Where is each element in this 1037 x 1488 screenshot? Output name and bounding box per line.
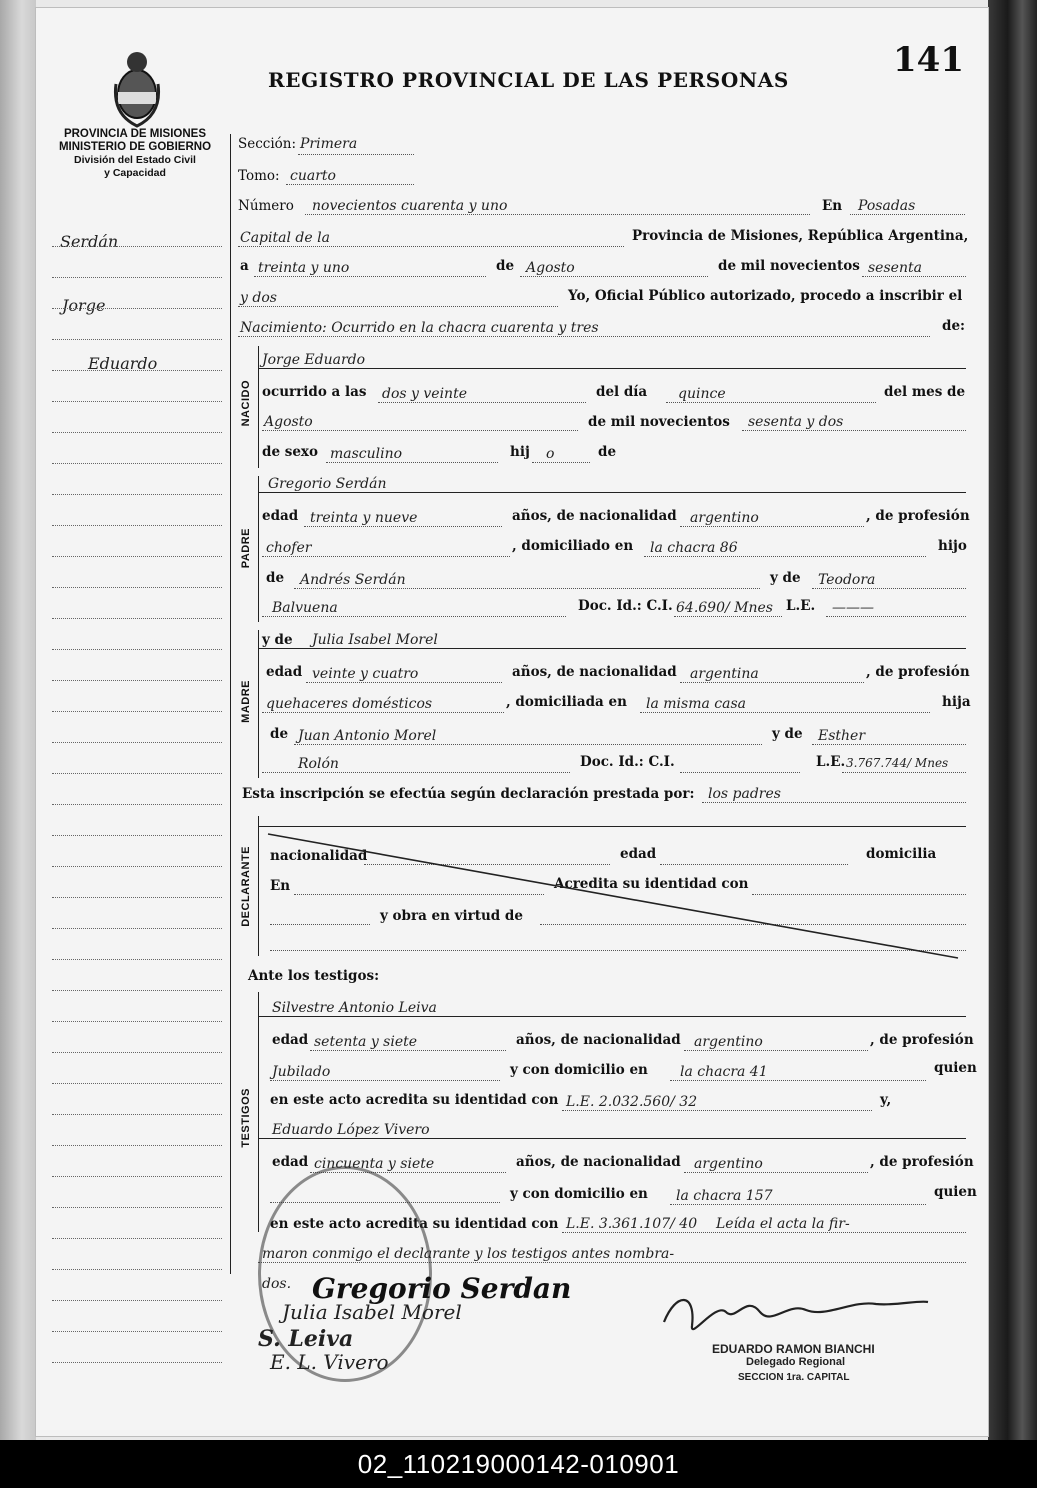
image-code-footer: 02_110219000142-010901: [0, 1440, 1037, 1488]
fill-line: [670, 1080, 926, 1081]
value-anio-nac: sesenta y dos: [748, 414, 844, 430]
value-testigo1-nac: argentino: [694, 1034, 763, 1050]
section-divider: [258, 476, 259, 622]
value-anio-2: y dos: [240, 290, 277, 306]
label-sexo: de sexo: [262, 444, 318, 460]
value-padre-nombre: Gregorio Serdán: [268, 476, 387, 492]
label-obra: y obra en virtud de: [380, 908, 523, 924]
value-madre-edad: veinte y cuatro: [312, 666, 419, 682]
label-anos-t1: años, de nacionalidad: [516, 1032, 681, 1048]
label-del-dia: del día: [596, 384, 648, 400]
fill-line: [562, 1232, 966, 1233]
value-madre-le: 3.767.744/ Mnes: [846, 756, 949, 770]
value-padre-prof: chofer: [266, 540, 312, 556]
fill-line: [326, 462, 498, 463]
value-cierre-2: maron conmigo el declarante y los testigos antes nombra-: [262, 1246, 675, 1262]
label-en-declarante: En: [270, 878, 291, 894]
margin-rule: [52, 370, 222, 371]
label-mil-novecientos: de mil novecientos: [718, 258, 860, 274]
margin-rule: [52, 1269, 222, 1270]
value-testigo1-dom: la chacra 41: [680, 1064, 768, 1080]
rule: [258, 368, 966, 369]
stamp-official-role: Delegado Regional: [746, 1356, 846, 1368]
value-padre-hijo-de: Andrés Serdán: [300, 572, 406, 588]
value-testigo2-dom: la chacra 157: [676, 1188, 773, 1204]
label-prof-t1: , de profesión: [870, 1032, 974, 1048]
margin-rule: [52, 556, 222, 557]
label-y-de: y de: [770, 570, 801, 586]
fill-line: [674, 616, 782, 617]
value-testigo2-nombre: Eduardo López Vivero: [272, 1122, 430, 1138]
label-oficial: Yo, Oficial Público autorizado, procedo a inscribir el: [568, 288, 963, 304]
label-domicilia: domicilia: [866, 846, 937, 862]
fill-line: [742, 430, 966, 431]
fill-line: [684, 1172, 868, 1173]
fill-line: [812, 588, 966, 589]
value-cierre-3: dos.: [262, 1276, 292, 1292]
value-acto: Nacimiento: Ocurrido en la chacra cuarenta y tres: [240, 320, 599, 336]
value-testigo2-doc: L.E. 3.361.107/ 40: [566, 1216, 698, 1232]
margin-rule: [52, 339, 222, 340]
folio-number: 141: [893, 40, 964, 80]
label-le-madre: L.E.: [816, 754, 846, 770]
label-hijo: hijo: [938, 538, 967, 554]
institution-block: [50, 128, 220, 180]
label-quien-t1: quien: [934, 1060, 977, 1076]
label-y-de-2: y de: [772, 726, 803, 742]
page-edge-shadow: [988, 0, 1037, 1440]
label-ante-testigos: Ante los testigos:: [248, 968, 380, 984]
margin-rule: [52, 432, 222, 433]
label-y-de-madre: y de: [262, 632, 293, 648]
section-label-nacido: NACIDO: [240, 380, 252, 427]
fill-line: [666, 402, 876, 403]
fill-line: [680, 772, 800, 773]
section-label-declarante: DECLARANTE: [240, 846, 252, 927]
label-acredita: Acredita su identidad con: [554, 876, 749, 892]
fill-line: [826, 616, 966, 617]
rule: [258, 1016, 966, 1017]
label-dom-t2: y con domicilio en: [510, 1186, 648, 1202]
frame-left-line: [230, 134, 231, 1274]
label-a: a: [240, 258, 249, 274]
margin-rule: [52, 866, 222, 867]
label-anos-t2: años, de nacionalidad: [516, 1154, 681, 1170]
fill-line: [262, 772, 570, 773]
margin-rule: [52, 1021, 222, 1022]
label-del-mes: del mes de: [884, 384, 966, 400]
label-ocurrido: ocurrido a las: [262, 384, 367, 400]
value-tomo: cuarto: [290, 168, 336, 184]
label-mil-novecientos-2: de mil novecientos: [588, 414, 730, 430]
fill-line: [680, 682, 864, 683]
fill-line: [304, 526, 502, 527]
label-edad-declarante: edad: [620, 846, 657, 862]
fill-line: [812, 744, 966, 745]
value-padre-madre-apellido: Balvuena: [272, 600, 338, 616]
margin-rule: [52, 1176, 222, 1177]
value-hij-suffix: o: [546, 446, 555, 462]
value-padre-le: ———: [832, 600, 874, 616]
fill-line: [862, 276, 966, 277]
section-label-padre: PADRE: [240, 528, 252, 569]
fill-line: [532, 462, 590, 463]
margin-rule: [52, 277, 222, 278]
fill-line: [640, 712, 930, 713]
value-testigo1-edad: setenta y siete: [314, 1034, 418, 1050]
margin-rule: [52, 1207, 222, 1208]
margin-rule: [52, 773, 222, 774]
value-anio-1: sesenta: [868, 260, 922, 276]
value-sexo: masculino: [330, 446, 403, 462]
value-padre-edad: treinta y nueve: [310, 510, 418, 526]
value-numero: novecientos cuarenta y uno: [312, 198, 508, 214]
fill-line: [294, 744, 762, 745]
margin-rule: [52, 804, 222, 805]
label-quien-t2: quien: [934, 1184, 977, 1200]
margin-surname: Serdán: [60, 232, 119, 251]
label-provincia: Provincia de Misiones, República Argentina,: [632, 228, 969, 244]
fill-line: [270, 1080, 500, 1081]
value-localidad: Capital de la: [240, 230, 330, 246]
value-madre-nac: argentina: [690, 666, 759, 682]
margin-rule: [52, 1114, 222, 1115]
margin-rule: [52, 1145, 222, 1146]
label-edad: edad: [262, 508, 299, 524]
rule: [258, 492, 966, 493]
value-madre-nombre: Julia Isabel Morel: [312, 632, 438, 648]
fill-line: [286, 184, 414, 185]
label-anos-nacionalidad-madre: años, de nacionalidad: [512, 664, 677, 680]
section-divider: [258, 346, 259, 468]
fill-line: [850, 214, 965, 215]
fill-line: [310, 1050, 506, 1051]
label-numero: Número: [238, 198, 294, 214]
value-padre-y-de: Teodora: [818, 572, 876, 588]
label-de-colon: de:: [942, 318, 966, 334]
value-padre-ci: 64.690/ Mnes: [676, 600, 773, 616]
margin-rule: [52, 990, 222, 991]
value-dia-nac: quince: [678, 386, 726, 402]
label-domiciliada: , domiciliada en: [506, 694, 627, 710]
label-seccion: Sección:: [238, 136, 297, 152]
margin-rule: [52, 928, 222, 929]
institution-line: PROVINCIA DE MISIONES: [63, 128, 207, 140]
margin-rule: [52, 246, 222, 247]
value-dia: treinta y uno: [258, 260, 350, 276]
label-edad-t1: edad: [272, 1032, 309, 1048]
value-mes: Agosto: [526, 260, 575, 276]
label-tomo: Tomo:: [238, 168, 280, 184]
value-madre-madre-apellido: Rolón: [298, 756, 339, 772]
fill-line: [238, 246, 624, 247]
fill-line: [294, 588, 760, 589]
label-hij: hij: [510, 444, 530, 460]
margin-rule: [52, 897, 222, 898]
value-en: Posadas: [858, 198, 916, 214]
institution-line: División del Estado Civil: [74, 154, 196, 166]
value-madre-hija-de: Juan Antonio Morel: [298, 728, 437, 744]
label-edad-madre: edad: [266, 664, 303, 680]
margin-rule: [52, 835, 222, 836]
fill-line: [842, 772, 966, 773]
margin-rule: [52, 1362, 222, 1363]
label-domiciliado: , domiciliado en: [512, 538, 634, 554]
label-doc-ci: Doc. Id.: C.I.: [578, 598, 673, 614]
margin-rule: [52, 680, 222, 681]
fill-line: [305, 214, 810, 215]
fill-line: [262, 616, 566, 617]
margin-rule: [52, 649, 222, 650]
margin-rule: [52, 587, 222, 588]
label-de-profesion-madre: , de profesión: [866, 664, 970, 680]
signature-testigo2: E. L. Vivero: [270, 1350, 389, 1374]
fill-line: [298, 154, 414, 155]
fill-line: [306, 682, 502, 683]
label-y-comma: y,: [880, 1092, 892, 1108]
margin-rule: [52, 1052, 222, 1053]
fill-line: [702, 802, 966, 803]
official-signature-icon: [656, 1282, 936, 1346]
label-en: En: [822, 198, 843, 214]
margin-rule: [52, 401, 222, 402]
label-le: L.E.: [786, 598, 816, 614]
institution-line: MINISTERIO DE GOBIERNO: [58, 141, 212, 153]
value-madre-prof: quehaceres domésticos: [266, 696, 433, 712]
stamp-official-name: EDUARDO RAMON BIANCHI: [712, 1342, 875, 1356]
fill-line: [262, 430, 578, 431]
fill-line: [562, 1110, 872, 1111]
value-mes-nac: Agosto: [264, 414, 313, 430]
label-de-madre: de: [270, 726, 289, 742]
fill-line: [262, 556, 510, 557]
value-testigo1-prof: Jubilado: [272, 1064, 331, 1080]
label-de: de: [496, 258, 515, 274]
fill-line: [262, 712, 504, 713]
margin-rule: [52, 1300, 222, 1301]
label-de-2: de: [598, 444, 617, 460]
section-label-madre: MADRE: [240, 680, 252, 723]
label-acto-t1: en este acto acredita su identidad con: [270, 1092, 559, 1108]
margin-rule: [52, 1083, 222, 1084]
label-anos-nacionalidad: años, de nacionalidad: [512, 508, 677, 524]
value-testigo2-nac: argentino: [694, 1156, 763, 1172]
fill-line: [238, 306, 558, 307]
cross-out-line: [258, 826, 966, 966]
margin-rule: [52, 463, 222, 464]
label-doc-ci-madre: Doc. Id.: C.I.: [580, 754, 675, 770]
label-inscripcion: Esta inscripción se efectúa según declaración prestada por:: [242, 786, 695, 802]
value-declarantes: los padres: [708, 786, 781, 802]
margin-rule: [52, 618, 222, 619]
margin-rule: [52, 742, 222, 743]
value-padre-dom: la chacra 86: [650, 540, 738, 556]
margin-rule: [52, 1238, 222, 1239]
label-hija: hija: [942, 694, 971, 710]
coat-of-arms-icon: [112, 44, 162, 130]
page-title: REGISTRO PROVINCIAL DE LAS PERSONAS: [268, 68, 789, 92]
label-nacionalidad: nacionalidad: [270, 848, 368, 864]
value-hora: dos y veinte: [382, 386, 467, 402]
label-dom-t1: y con domicilio en: [510, 1062, 648, 1078]
rule: [258, 648, 966, 649]
margin-rule: [52, 525, 222, 526]
section-label-testigos: TESTIGOS: [240, 1088, 252, 1148]
label-edad-t2: edad: [272, 1154, 309, 1170]
fill-line: [378, 402, 586, 403]
section-divider: [258, 630, 259, 778]
value-padre-nac: argentino: [690, 510, 759, 526]
margin-rule: [52, 494, 222, 495]
fill-line: [254, 276, 486, 277]
value-madre-y-de: Esther: [818, 728, 866, 744]
institution-line: y Capacidad: [104, 167, 166, 179]
value-testigo2-edad: cincuenta y siete: [314, 1156, 435, 1172]
signature-testigo1: S. Leiva: [258, 1326, 354, 1352]
value-seccion: Primera: [300, 136, 358, 152]
margin-rule: [52, 711, 222, 712]
margin-rule: [52, 959, 222, 960]
label-de-profesion: , de profesión: [866, 508, 970, 524]
fill-line: [520, 276, 708, 277]
value-cierre-1: Leída el acta la fir-: [716, 1216, 850, 1232]
value-testigo1-nombre: Silvestre Antonio Leiva: [272, 1000, 437, 1016]
fill-line: [670, 1204, 926, 1205]
signature-padre: Gregorio Serdan: [312, 1272, 572, 1305]
label-de-3: de: [266, 570, 285, 586]
label-acto-t2: en este acto acredita su identidad con: [270, 1216, 559, 1232]
fill-line: [238, 336, 930, 337]
fill-line: [684, 1050, 868, 1051]
value-nacido-nombre: Jorge Eduardo: [262, 352, 366, 368]
stamp-official-section: SECCION 1ra. CAPITAL: [738, 1372, 850, 1383]
margin-rule: [52, 1331, 222, 1332]
fill-line: [644, 556, 926, 557]
rule: [258, 1138, 966, 1139]
margin-rule: [52, 308, 222, 309]
label-prof-t2: , de profesión: [870, 1154, 974, 1170]
signature-madre: Julia Isabel Morel: [282, 1300, 462, 1324]
margin-first-name: Jorge: [62, 296, 106, 315]
fill-line: [680, 526, 864, 527]
value-testigo1-doc: L.E. 2.032.560/ 32: [566, 1094, 698, 1110]
book-spine: [0, 0, 36, 1440]
section-divider: [258, 992, 259, 1232]
value-madre-dom: la misma casa: [646, 696, 747, 712]
margin-second-name: Eduardo: [88, 354, 158, 373]
